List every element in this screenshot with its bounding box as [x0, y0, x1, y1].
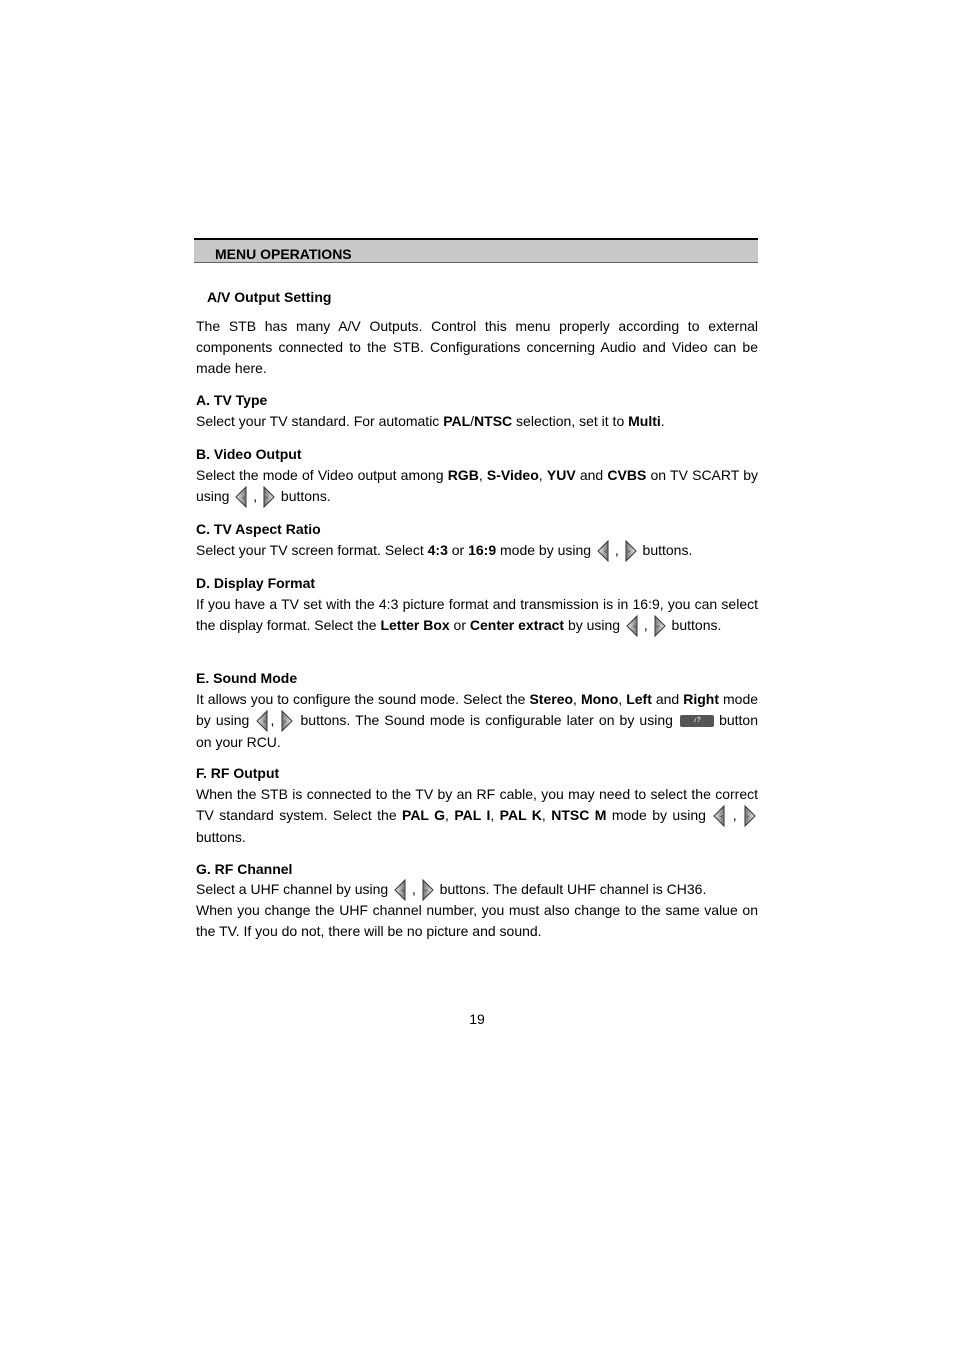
section-title: A/V Output Setting	[207, 289, 332, 305]
right-arrow-button-icon	[654, 615, 666, 637]
header-title: MENU OPERATIONS	[215, 246, 352, 262]
sound-mode-paragraph: It allows you to configure the sound mode. Select the Stereo, Mono, Left and Right mode by using < , > buttons. The Sound mode is configurable later on by using ♪? button on your RCU.	[196, 691, 759, 751]
sound-mode-title: E. Sound Mode	[196, 670, 298, 686]
svg-text:<: <	[603, 549, 608, 555]
right-arrow-button-icon	[263, 486, 275, 508]
rf-output-title: F. RF Output	[196, 765, 280, 781]
rf-channel-line1: Select a UHF channel by using < , > buttons. The default UHF channel is CH36.	[196, 879, 758, 901]
left-arrow-button-icon	[235, 486, 247, 508]
svg-text:>: >	[746, 814, 750, 820]
svg-text:>: >	[423, 888, 428, 894]
svg-text:>: >	[283, 719, 287, 725]
left-arrow-button-icon	[713, 805, 725, 827]
right-arrow-button-icon	[422, 879, 434, 901]
intro-paragraph: The STB has many A/V Outputs. Control this menu properly according to external components connected to the STB. Configurations concerning Audio and Video can be made here.	[196, 318, 758, 376]
svg-text:<: <	[633, 624, 637, 630]
aspect-ratio-paragraph: Select your TV screen format. Select 4:3 or 16:9 mode by using < , > buttons.	[196, 540, 758, 562]
svg-text:<: <	[242, 495, 246, 501]
left-arrow-button-icon	[394, 879, 406, 901]
section-header-bar	[194, 238, 758, 263]
right-arrow-button-icon	[281, 710, 293, 732]
tv-type-paragraph: Select your TV standard. For automatic PAL/NTSC selection, set it to Multi.	[196, 413, 665, 429]
rf-output-paragraph: When the STB is connected to the TV by an RF cable, you may need to select the correct TV standard system. Select the PAL G, PAL I, PAL K, NTSC M mode by using < , > buttons.	[196, 786, 758, 846]
svg-text:>: >	[626, 549, 630, 555]
rf-channel-paragraph: When you change the UHF channel number, you must also change to the same value on the TV. If you do not, there will be no picture and sound.	[196, 902, 758, 939]
left-arrow-button-icon	[597, 540, 609, 562]
svg-text:<: <	[720, 814, 724, 820]
rf-channel-title: G. RF Channel	[196, 861, 293, 877]
svg-text:>: >	[655, 624, 660, 630]
svg-text:>: >	[265, 495, 269, 501]
display-format-title: D. Display Format	[196, 575, 316, 591]
aspect-ratio-title: C. TV Aspect Ratio	[196, 521, 321, 537]
svg-text:<: <	[401, 888, 405, 894]
right-arrow-button-icon	[625, 540, 637, 562]
left-arrow-button-icon	[626, 615, 638, 637]
left-arrow-button-icon	[256, 710, 268, 732]
video-output-title: B. Video Output	[196, 446, 302, 462]
display-format-paragraph: If you have a TV set with the 4:3 picture format and transmission is in 16:9, you can select the display format. Select the Letter Box or Center extract by using < , > buttons.	[196, 594, 758, 637]
svg-text:<: <	[263, 719, 267, 725]
page-number: 19	[469, 1011, 485, 1027]
audio-button-icon: ♪?	[680, 715, 714, 727]
right-arrow-button-icon	[744, 805, 756, 827]
tv-type-title: A. TV Type	[196, 392, 268, 408]
video-output-paragraph: Select the mode of Video output among RGB, S-Video, YUV and CVBS on TV SCART by using < , > buttons.	[196, 465, 758, 508]
